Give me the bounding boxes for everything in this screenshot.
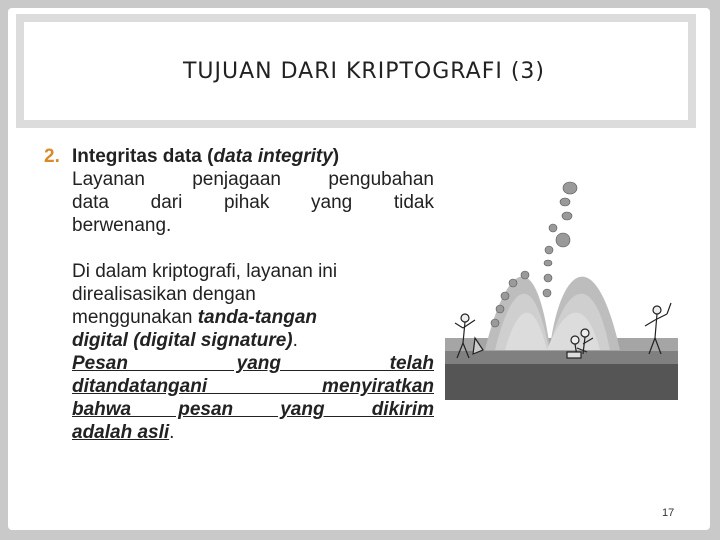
slide-title: TUJUAN DARI KRIPTOGRAFI (3) [182, 58, 546, 84]
text-line: bahwa pesan yang dikirim [72, 399, 434, 420]
paragraph-signed-message [44, 352, 434, 444]
text-line: ditandatangani menyiratkan [72, 376, 434, 397]
title-box [24, 22, 688, 120]
page-number: 17 [662, 507, 675, 519]
paragraph-description [44, 168, 434, 237]
text-line: Di dalam kriptografi, layanan ini [72, 261, 338, 282]
cartoon-illustration [445, 178, 678, 400]
text-line: Layanan penjagaan pengubahan [72, 169, 434, 190]
text-line: digital (digital signature). [72, 330, 298, 351]
text-line: menggunakan tanda-tangan [72, 307, 317, 328]
text-line: Pesan yang telah [72, 353, 434, 374]
slide-body [44, 145, 434, 444]
text-line: data dari pihak yang tidak [72, 192, 434, 213]
paragraph-signature [44, 260, 434, 352]
point-number: 2. [44, 146, 60, 167]
text-line: adalah asli. [72, 422, 175, 443]
point-heading: 2. Integritas data (data integrity) [44, 146, 340, 167]
text-line: berwenang. [72, 215, 172, 236]
text-line: direalisasikan dengan [72, 284, 256, 305]
